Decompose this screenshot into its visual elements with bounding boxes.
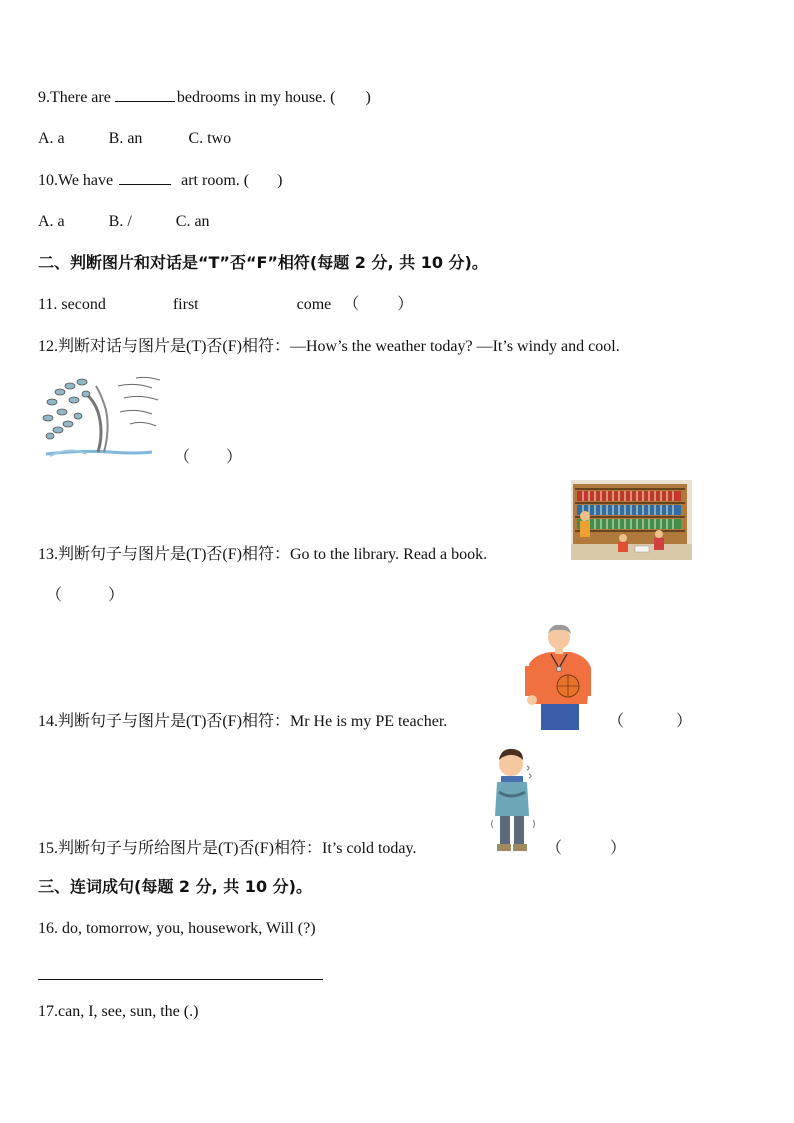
question-14: 14.判断句子与图片是(T)否(F)相符：Mr He is my PE teacher. [38, 713, 448, 730]
question-17: 17.can, I, see, sun, the (.) [38, 1003, 199, 1020]
question-9 [38, 87, 371, 108]
q15-answer-parens[interactable] [546, 839, 626, 859]
q10-options [38, 212, 210, 232]
q11-word-1: 11. second [38, 296, 106, 313]
q10-answer-blank[interactable] [119, 170, 171, 185]
q10-option-b[interactable]: B. / [108, 213, 132, 230]
q10-option-c[interactable]: C. an [175, 213, 210, 230]
question-16: 16. do, tomorrow, you, housework, Will (?) [38, 920, 316, 937]
q9-text-post: bedrooms in my house. ( [176, 89, 336, 106]
q15-paren-open[interactable]: （ [546, 840, 563, 857]
section-3-title: 三、连词成句(每题 2 分, 共 10 分)。 [38, 877, 312, 896]
q11-paren-open[interactable]: （ [343, 296, 360, 313]
q12-answer-parens[interactable] [174, 448, 242, 468]
q10-text-pre: 10.We have [38, 172, 114, 189]
q14-answer-parens[interactable] [608, 712, 692, 732]
q10-option-a[interactable]: A. a [38, 213, 65, 230]
q12-paren-close[interactable]: ） [226, 449, 243, 466]
q10-paren-close: ) [277, 172, 283, 189]
q12-paren-open[interactable]: （ [174, 449, 191, 466]
q9-text-pre: 9.There are [38, 89, 111, 106]
q16-answer-line[interactable] [38, 979, 323, 980]
library-scene-icon [571, 480, 692, 560]
q9-option-a[interactable]: A. a [38, 130, 65, 147]
pe-teacher-icon [521, 624, 595, 730]
question-13: 13.判断句子与图片是(T)否(F)相符：Go to the library. Read a book. [38, 546, 488, 563]
q9-paren-close: ) [365, 89, 371, 106]
q11-paren-close[interactable]: ） [397, 296, 414, 313]
question-10 [38, 170, 282, 191]
q9-options [38, 129, 231, 149]
q13-answer-parens[interactable] [46, 586, 124, 606]
question-11 [38, 295, 413, 315]
q13-paren-close[interactable]: ） [108, 587, 125, 604]
q9-option-c[interactable]: C. two [188, 130, 232, 147]
question-15: 15.判断句子与所给图片是(T)否(F)相符：It’s cold today. [38, 840, 417, 857]
q9-answer-blank[interactable] [115, 87, 175, 102]
q14-paren-close[interactable]: ） [676, 713, 693, 730]
q10-text-post: art room. ( [181, 172, 250, 189]
q11-word-2: first [172, 296, 199, 313]
windy-tree-icon [40, 372, 166, 460]
q11-word-3: come [296, 296, 332, 313]
q15-paren-close[interactable]: ） [610, 840, 627, 857]
q14-paren-open[interactable]: （ [608, 713, 625, 730]
q9-option-b[interactable]: B. an [108, 130, 143, 147]
q13-paren-open[interactable]: （ [46, 587, 63, 604]
question-12: 12.判断对话与图片是(T)否(F)相符：—How’s the weather today? —It’s windy and cool. [38, 338, 620, 355]
section-2-title: 二、判断图片和对话是“T”否“F”相符(每题 2 分, 共 10 分)。 [38, 253, 488, 272]
cold-boy-icon [489, 746, 537, 854]
